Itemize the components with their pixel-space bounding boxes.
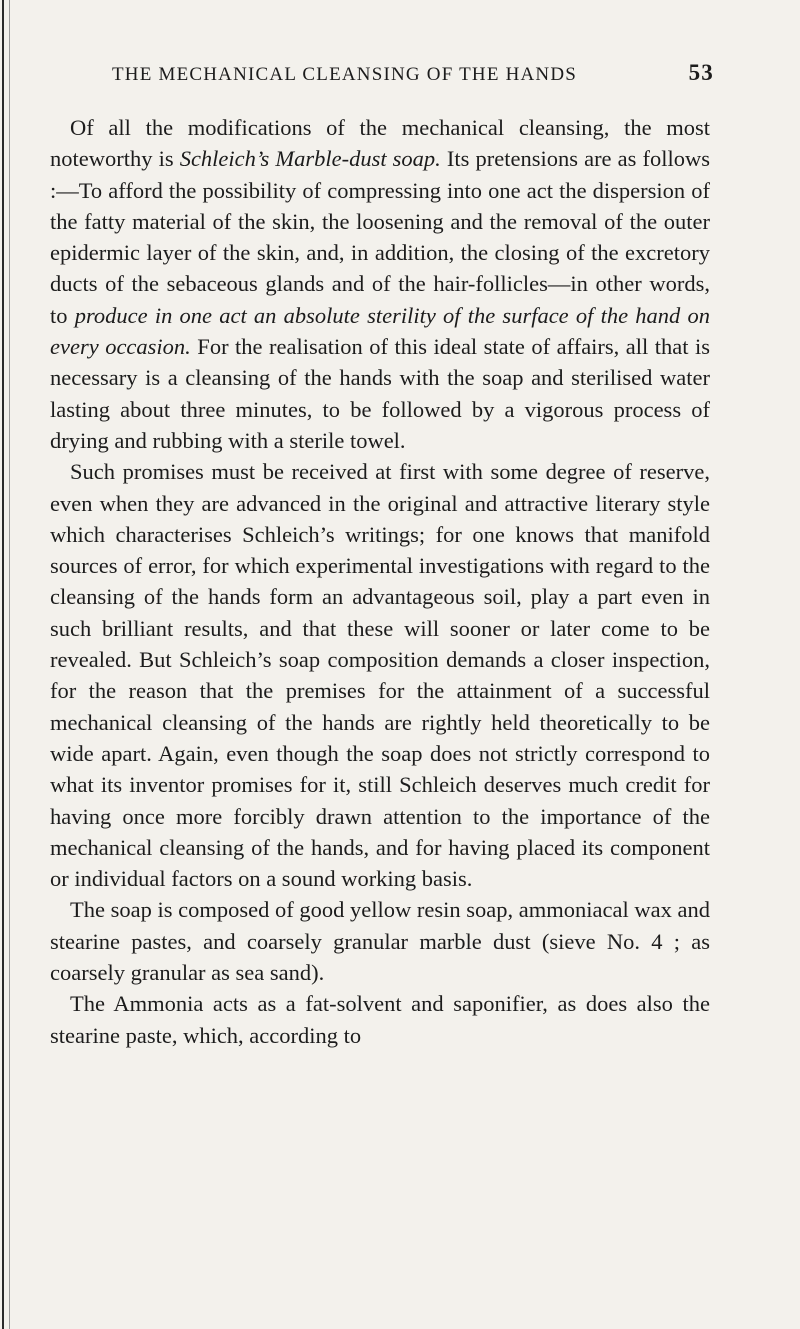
paragraph-1	[50, 112, 710, 456]
paragraph-1-part-a: Of all the modifications of the mechanical cleansing, the most noteworthy is	[50, 115, 710, 172]
body-text	[50, 112, 710, 1051]
soap-name-italic: Schleich’s Marble-dust soap.	[179, 146, 441, 172]
book-spine-shadow	[9, 0, 10, 1329]
page-number: 53	[688, 60, 714, 85]
paragraph-3: The soap is composed of good yellow resin soap, ammoniacal wax and stearine pastes, and coarsely granular marble dust (sieve No. 4 ; as coarsely granular as sea sand).	[50, 897, 710, 986]
paragraph-2: Such promises must be received at first with some degree of reserve, even when they are advanced in the original and attractive literary style which characterises Schleich’s writings; for one knows that manifold sources of error, for which experimental investigations with regard to the cleansing of the hands form an advantageous soil, play a part even in such brilliant results, and that these will sooner or later come to be revealed. But Schleich’s soap composition demands a closer inspection, for the reason that the premises for the attainment of a successful mechanical cleansing of the hands are rightly held theoretically to be wide apart. Again, even though the soap does not strictly correspond to what its inventor promises for it, still Schleich deserves much credit for having once more forcibly drawn attention to the importance of the mechanical cleansing of the hands, and for having placed its component or individual factors on a sound working basis.	[50, 459, 710, 892]
book-spine-edge	[2, 0, 4, 1329]
running-title: THE MECHANICAL CLEANSING OF THE HANDS	[112, 64, 578, 85]
book-page	[50, 58, 714, 1051]
paragraph-1-part-e: For the realisation of this ideal state of affairs, all that is necessary is a cleansing of the hands with the soap and sterilised water lasting about three minutes, to be followed by a vigorous process of drying and rubbing with a sterile towel.	[50, 334, 711, 453]
paragraph-4: The Ammonia acts as a fat-solvent and saponifier, as does also the stearine paste, which, according to	[50, 991, 710, 1048]
running-head	[50, 58, 714, 90]
sterility-claim-italic: produce in one act an absolute sterility of the surface of the hand on every occasion.	[50, 302, 710, 360]
paragraph-1-part-c: Its pretensions are as follows :—To afford the possibility of compressing into one act the dispersion of the fatty material of the skin, the loosening and the removal of the outer epidermic layer of the skin, and, in addition, the closing of the excretory ducts of the sebaceous glands and of the hair-follicles—in other words, to	[50, 146, 710, 328]
